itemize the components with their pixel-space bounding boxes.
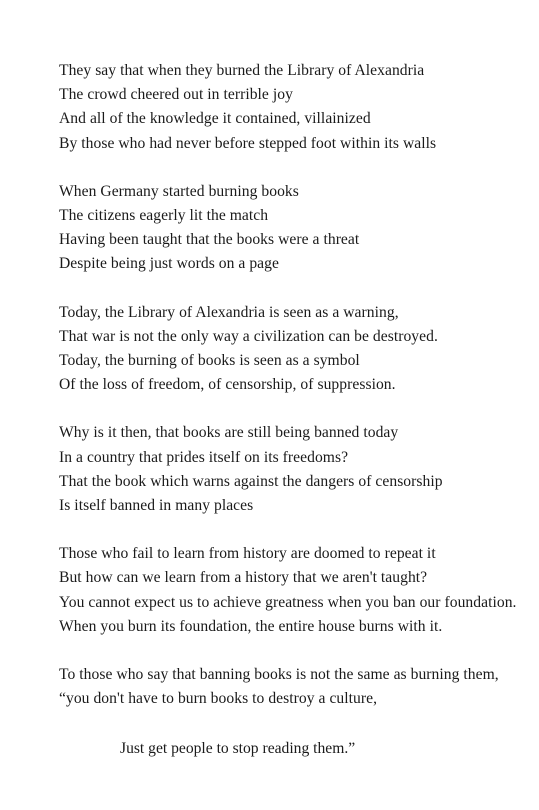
poem-line: Today, the burning of books is seen as a symbol — [59, 352, 360, 370]
poem-body — [59, 59, 529, 735]
stanza-4 — [59, 421, 529, 518]
poem-line: Why is it then, that books are still being banned today — [59, 424, 399, 442]
poem-line: But how can we learn from a history that we aren't taught? — [59, 569, 428, 587]
poem-line: That the book which warns against the dangers of censorship — [59, 472, 443, 490]
stanza-6 — [59, 663, 529, 711]
poem-line: And all of the knowledge it contained, villainized — [59, 110, 371, 128]
poem-line: In a country that prides itself on its freedoms? — [59, 448, 349, 466]
poem-line: Those who fail to learn from history are doomed to repeat it — [59, 545, 436, 563]
poem-line: “you don't have to burn books to destroy a culture, — [59, 690, 378, 708]
poem-line: To those who say that banning books is not the same as burning them, — [59, 666, 499, 684]
poem-line: Having been taught that the books were a threat — [59, 231, 360, 249]
poem-line: They say that when they burned the Library of Alexandria — [59, 62, 425, 79]
poem-line: The crowd cheered out in terrible joy — [59, 86, 293, 104]
stanza-3 — [59, 301, 529, 398]
stanza-1 — [59, 59, 529, 156]
poem-line: Of the loss of freedom, of censorship, of suppression. — [59, 376, 396, 394]
poem-line: When Germany started burning books — [59, 182, 299, 200]
stanza-5 — [59, 542, 529, 639]
poem-line: When you burn its foundation, the entire house burns with it. — [59, 617, 443, 635]
poem-line: By those who had never before stepped foot within its walls — [59, 134, 437, 152]
poem-line: Is itself banned in many places — [59, 497, 254, 515]
poem-line: Despite being just words on a page — [59, 255, 279, 273]
poem-closing-line: Just get people to stop reading them.” — [120, 740, 356, 757]
stanza-2 — [59, 180, 529, 277]
poem-line: You cannot expect us to achieve greatness when you ban our foundation. — [59, 593, 517, 611]
poem-line: That war is not the only way a civilization can be destroyed. — [59, 327, 438, 345]
poem-line: Today, the Library of Alexandria is seen as a warning, — [59, 303, 399, 321]
poem-line: The citizens eagerly lit the match — [59, 207, 269, 225]
